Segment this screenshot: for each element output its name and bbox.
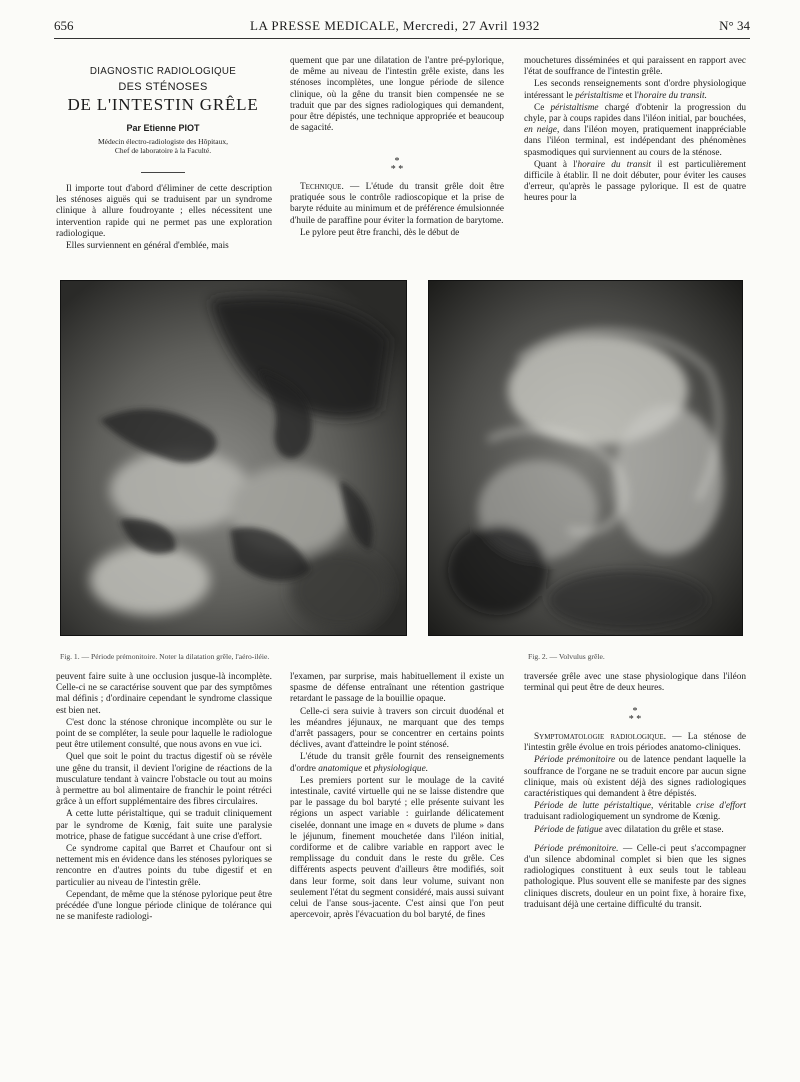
italic-run: horaire du transit.: [638, 90, 707, 101]
bottom-column-2: [290, 672, 504, 922]
text-run: Les seconds renseignements sont d'ordre physiologique intéressant le: [524, 79, 746, 101]
bottom-column-3: [524, 672, 746, 695]
top-column-3: [524, 56, 746, 206]
symptomatology-label: Symptomatologie radiologique.: [534, 732, 667, 742]
figure-1-radiograph: [60, 280, 407, 636]
text-run: , véritable: [651, 801, 697, 812]
figure-1-caption: Fig. 1. — Période prémonitoire. Noter la dilatation grêle, l'aéro-iléie.: [60, 652, 270, 661]
paragraph: mouchetures disséminées et qui paraissent en rapport avec l'état de souffrance de l'intestin grêle.: [524, 56, 746, 78]
paragraph: Cependant, de même que la sténose pylorique peut être précédée d'une longue période clinique de tolérance qui ne se manifeste radiologi-: [56, 889, 272, 923]
top-column-1: [56, 184, 272, 253]
paragraph: Quel que soit le point du tractus digestif où se révèle une gêne du transit, il devient l'origine de réactions de la musculature tendant à vaincre l'obstacle ou tout au moins à permettre au bol alimentaire de franchir le point rétréci grâce à un effort supplémentaire des fibres circulaires.: [56, 752, 272, 808]
paragraph: Elles surviennent en général d'emblée, mais: [66, 241, 229, 252]
bottom-column-1: [56, 672, 272, 924]
technique-section: [290, 182, 504, 240]
paragraph: traversée grêle avec une stase physiologique dans l'iléon terminal qui peut être de deux heures.: [524, 672, 746, 694]
radiograph-1-image: [60, 280, 407, 636]
text-run: — Celle-ci peut s'accompagner d'un silence abdominal complet si bien que les signes radiologiques constituent à eux seuls tout le tableau pathologique. Plus souvent elle se manifeste par des signes cliniques discrets, douleur en un point fixe, à horaire fixe, traduisant déjà une certaine difficulté du transit.: [524, 843, 746, 910]
article-title: DE L'INTESTIN GRÊLE: [67, 95, 259, 114]
text-run: il est particulièrement difficile à établir. Il ne doit débuter, pour éviter les causes d'erreur, qu'après le passage pylorique. Il est de quatre heures pour la: [524, 159, 746, 204]
star-bottom: * *: [628, 714, 642, 725]
italic-run: Période prémonitoire: [534, 755, 616, 766]
star-top: *: [394, 156, 400, 167]
text-run: L'étude du transit grêle fournit des renseignements d'ordre: [290, 752, 504, 774]
symptomatology-section: [524, 732, 746, 912]
text-run: traduisant radiologiquement un syndrome de Kœnig.: [524, 812, 721, 823]
title-divider: [141, 172, 185, 173]
text-run: et: [362, 763, 374, 774]
article-author: Par Etienne PIOT: [126, 123, 200, 133]
figure-2-caption: Fig. 2. — Volvulus grêle.: [528, 652, 605, 661]
text-run: Ce: [534, 102, 551, 113]
paragraph: peuvent faire suite à une occlusion jusque-là incomplète. Celle-ci ne se caractérise souvent que par des symptômes mal définis ; d'ordinaire cependant le syndrome classique est bien net.: [56, 672, 272, 716]
italic-run: anatomique: [318, 763, 363, 774]
text-run: , dans l'iléon moyen, pratiquement inappréciable dans l'iléon terminal, est indépendant des phénomènes spasmodiques qui surviennent au cours de la sténose.: [524, 125, 746, 158]
text-run: et l': [623, 90, 639, 101]
italic-run: crise d'effort: [696, 801, 746, 812]
italic-run: Période de fatigue: [534, 824, 603, 835]
text-run: ou de latence pendant laquelle la souffrance de l'organe ne se traduit encore par aucun signe clinique, mais où existent déjà des signes radiologiques caractéristiques qui demandent à être dépistés.: [524, 755, 746, 800]
italic-run: horaire du transit: [577, 159, 652, 170]
paragraph: Celle-ci sera suivie à travers son circuit duodénal et les méandres jéjunaux, ne marquant que des temps d'arrêt passagers, pour se concentrer en certains points déclives, avant d'atteindre le point sténosé.: [290, 706, 504, 751]
paragraph: Il importe tout d'abord d'éliminer de cette description les sténoses aiguës qui se traduisent par un syndrome clinique à allure foudroyante ; elles nécessitent une intervention rapide qui ne permet pas une exploration radiologique.: [56, 184, 272, 239]
italic-run: physiologique.: [373, 763, 429, 774]
technique-label: Technique.: [300, 182, 344, 192]
figure-2-radiograph: [428, 280, 743, 636]
affiliation-line-2: Chef de laboratoire à la Faculté.: [114, 146, 212, 155]
page-number: 656: [54, 18, 74, 33]
radiograph-2-image: [428, 280, 743, 636]
text-run: — La sténose de l'intestin grêle évolue en trois périodes anatomo-cliniques.: [524, 732, 746, 754]
section-stars: [290, 158, 504, 174]
italic-run: Période prémonitoire.: [534, 843, 619, 854]
paragraph: quement que par une dilatation de l'antre pré-pylorique, de même au niveau de l'intestin grêle existe, dans les sténoses incomplètes, une longue période de silence clinique, où la gêne du transit bien compensée ne se traduit que par des signes radiologiques qui demandent, pour être dépistés, une technique appropriée et beaucoup de sagacité.: [290, 56, 504, 134]
italic-run: Période de lutte péristaltique: [534, 801, 652, 812]
italic-run: péristaltisme: [575, 90, 624, 101]
star-top: *: [632, 706, 638, 717]
journal-title: LA PRESSE MEDICALE, Mercredi, 27 Avril 1932: [250, 18, 540, 33]
paragraph: l'examen, par surprise, mais habituellement il existe un spasme de défense entraînant une rétention gastrique retardant le passage de la bouillie opaque.: [290, 672, 504, 705]
paragraph: C'est donc la sténose chronique incomplète ou sur le point de se compléter, la seule pour laquelle le radiologue peut être utilement consulté, que nous avons en vue ici.: [56, 717, 272, 751]
header-rule: [54, 38, 750, 39]
running-header: [54, 18, 750, 34]
paragraph: Ce syndrome capital que Barret et Chaufour ont si nettement mis en évidence dans les sténoses pyloriques se rencontre en d'autres points du tube digestif et en particulier au niveau de l'intestin grêle.: [56, 844, 272, 888]
technique-text: — L'étude du transit grêle doit être pratiquée sous le contrôle radioscopique et la prise de baryte réduite au minimum et de préférence émulsionnée d'huile de paraffine pour éviter la formation de barytome.: [290, 182, 504, 226]
star-bottom: * *: [390, 164, 404, 175]
paragraph: Le pylore peut être franchi, dès le début de: [300, 227, 460, 238]
paragraph: A cette lutte péristaltique, qui se traduit cliniquement par le syndrome de Kœnig, fait suite une paralysie motrice, phase de fatigue succédant à une crise d'effort.: [56, 809, 272, 842]
top-column-2: [290, 56, 504, 135]
issue-number: N° 34: [719, 18, 750, 33]
paragraph: Les premiers portent sur le moulage de la cavité intestinale, cavité virtuelle qui ne se laisse distendre que par le passage du bol baryté ; elle présente suivant les régions un aspect variable : guirlande délicatement ciselée, donnant une image en « duvets de plume » dans le jéjunum, finement mouchetée dans l'iléon initial, cordiforme et de calibre variable en rapport avec le remplissage du conduit dans le reste du grêle. Ces différents aspects peuvent d'ailleurs être modifiés, soit dans leur forme, soit dans leur volume, suivant non seulement l'état du segment considéré, mais aussi suivant celui de l'anse sous-jacente. C'est ainsi que l'on peut apercevoir, après l'évacuation du bol baryté, de fines: [290, 775, 504, 921]
section-stars-2: [524, 708, 746, 724]
article-subtitle: DES STÉNOSES: [118, 81, 208, 93]
affiliation-line-1: Médecin électro-radiologiste des Hôpitaux,: [98, 137, 228, 146]
article-kicker: DIAGNOSTIC RADIOLOGIQUE: [89, 66, 237, 77]
text-run: Quant à l': [534, 159, 578, 170]
text-run: avec dilatation du grêle et stase.: [602, 824, 724, 835]
italic-run: péristaltisme: [550, 102, 599, 113]
italic-run: en neige: [524, 125, 557, 136]
text-run: chargé d'obtenir la progression du chyle, par à coups rapides dans l'iléon initial, par bouchées,: [524, 102, 746, 125]
article-affiliation: [56, 137, 270, 155]
